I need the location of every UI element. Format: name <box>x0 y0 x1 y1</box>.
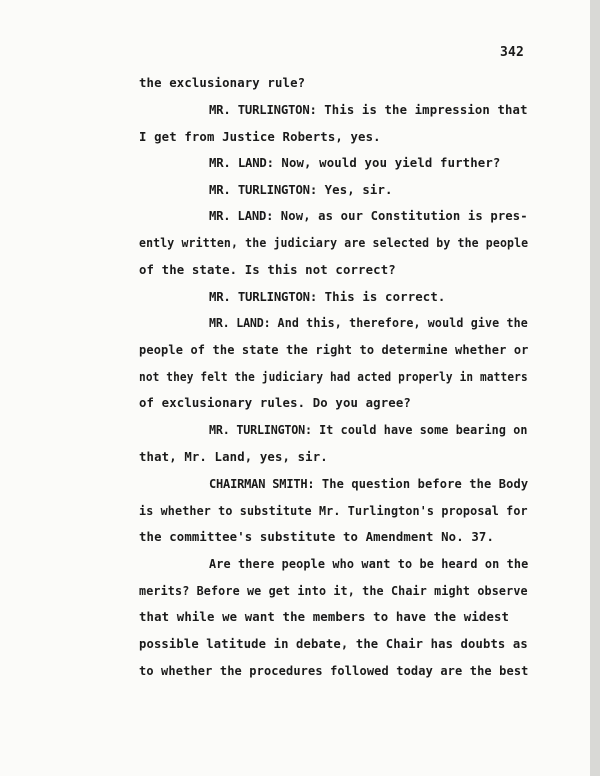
transcript-line <box>209 209 528 223</box>
speaker-label: MR. LAND: <box>209 209 274 223</box>
speaker-label: MR. LAND: <box>209 156 274 170</box>
transcript-line <box>209 477 528 491</box>
transcript-line <box>139 450 328 464</box>
line-text: of the state. Is this not correct? <box>139 263 396 277</box>
line-text: ently written, the judiciary are selected by the people <box>139 236 529 250</box>
speaker-label: MR. LAND: <box>209 316 271 330</box>
speaker-label: MR. TURLINGTON: <box>209 290 318 304</box>
transcript-line <box>209 290 445 304</box>
speaker-label: CHAIRMAN SMITH: <box>209 477 315 491</box>
transcript-line <box>139 664 529 678</box>
line-text: This is correct. <box>317 290 446 304</box>
transcript-line <box>139 610 509 624</box>
transcript-line <box>139 504 528 518</box>
transcript-line <box>139 130 381 144</box>
line-text: Now, as our Constitution is pres- <box>273 209 528 223</box>
line-text: of exclusionary rules. Do you agree? <box>139 396 411 410</box>
page-edge <box>590 0 600 776</box>
line-text: Are there people who want to be heard on the <box>209 557 529 571</box>
line-text: Now, would you yield further? <box>273 156 501 170</box>
line-text: is whether to substitute Mr. Turlington's proposal for <box>139 504 528 518</box>
line-text: This is the impression that <box>316 103 528 117</box>
line-text: It could have some bearing on <box>311 423 528 437</box>
line-text: the committee's substitute to Amendment No. 37. <box>139 530 495 544</box>
transcript-line <box>209 316 528 330</box>
line-text: And this, therefore, would give the <box>270 316 528 330</box>
line-text: possible latitude in debate, the Chair has doubts as <box>139 637 528 651</box>
line-text: Yes, sir. <box>317 183 393 197</box>
line-text: to whether the procedures followed today are the best <box>139 664 529 678</box>
page-number: 342 <box>500 45 525 60</box>
line-text: not they felt the judiciary had acted properly in matters <box>139 370 528 384</box>
line-text: I get from Justice Roberts, yes. <box>139 130 381 144</box>
transcript-line <box>209 557 528 571</box>
speaker-label: MR. TURLINGTON: <box>209 103 317 117</box>
line-text: people of the state the right to determine whether or <box>139 343 529 357</box>
transcript-line <box>139 396 411 410</box>
transcript-line <box>209 103 528 117</box>
transcript-line <box>209 423 528 437</box>
transcript-line <box>139 343 529 357</box>
line-text: the exclusionary rule? <box>139 76 306 90</box>
transcript-line <box>139 530 494 544</box>
line-text: that, Mr. Land, yes, sir. <box>139 450 328 464</box>
line-text: that while we want the members to have the widest <box>139 610 510 624</box>
transcript-line <box>139 370 528 384</box>
transcript-line <box>209 156 500 170</box>
transcript-line <box>139 263 396 277</box>
speaker-label: MR. TURLINGTON: <box>209 423 312 437</box>
transcript-line <box>139 637 528 651</box>
transcript-line <box>209 183 393 197</box>
line-text: merits? Before we get into it, the Chair might observe <box>139 584 528 598</box>
speaker-label: MR. TURLINGTON: <box>209 183 318 197</box>
line-text: The question before the Body <box>314 477 529 491</box>
transcript-line <box>139 236 528 250</box>
transcript-line <box>139 584 528 598</box>
transcript-line <box>139 76 305 90</box>
